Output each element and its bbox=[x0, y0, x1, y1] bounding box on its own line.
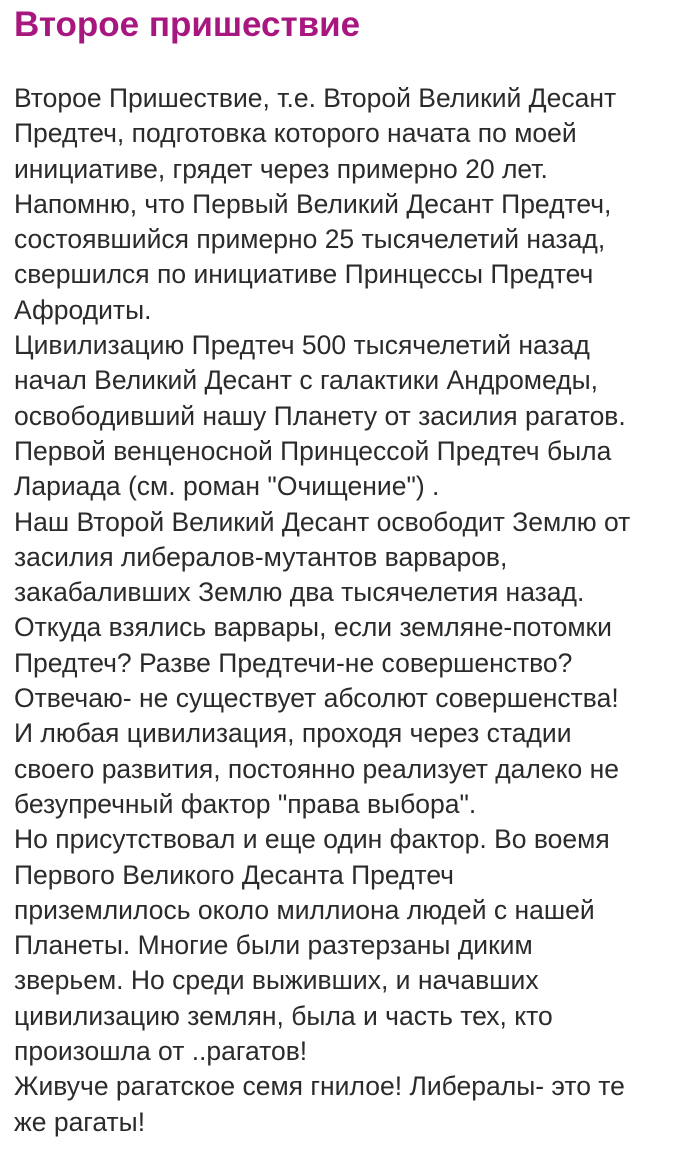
article-line: начал Великий Десант с галактики Андромеды, bbox=[14, 365, 599, 396]
article-line: инициативе, грядет через примерно 20 лет. bbox=[14, 153, 548, 184]
article-line: состоявшийся примерно 25 тысячелетий назад, bbox=[14, 224, 606, 255]
article-line: безупречный фактор "права выбора". bbox=[14, 788, 477, 819]
article-line: зверьем. Но среди выживших, и начавших bbox=[14, 965, 539, 996]
article-line: Напомню, что Первый Великий Десант Предтеч, bbox=[14, 188, 612, 219]
article-line: Предтеч? Разве Предтечи-не совершенство? bbox=[14, 647, 573, 678]
article-line: Предтеч, подготовка которого начата по моей bbox=[14, 118, 577, 149]
article-line: засилия либералов-мутантов варваров, bbox=[14, 541, 508, 572]
article-line: свершился по инициативе Принцессы Предтеч bbox=[14, 259, 594, 290]
article-line: своего развития, постоянно реализует далеко не bbox=[14, 753, 619, 784]
article-line: цивилизацию землян, была и часть тех, кто bbox=[14, 1000, 553, 1031]
article-line: Отвечаю- не существует абсолют совершенства! bbox=[14, 683, 619, 714]
article-line: Планеты. Многие были разтерзаны диким bbox=[14, 930, 533, 961]
article-line: Живуче рагатское семя гнилое! Либералы- это те bbox=[14, 1071, 625, 1102]
article-line: Афродиты. bbox=[14, 294, 152, 325]
article-line: И любая цивилизация, проходя через стадии bbox=[14, 718, 572, 749]
article-line: Но присутствовал и еще один фактор. Во воемя bbox=[14, 824, 610, 855]
article-line: Откуда взялись варвары, если земляне-потомки bbox=[14, 612, 612, 643]
article-body bbox=[14, 81, 700, 1140]
article-line: Первого Великого Десанта Предтеч bbox=[14, 859, 454, 890]
article-title: Второе пришествие bbox=[14, 5, 361, 44]
article-line: Первой венценосной Принцессой Предтеч была bbox=[14, 435, 612, 466]
article-line: закабаливших Землю два тысячелетия назад. bbox=[14, 577, 585, 608]
article-line: Второе Пришествие, т.е. Второй Великий Десант bbox=[14, 83, 617, 113]
article-line: освободивший нашу Планету от засилия рагатов. bbox=[14, 400, 626, 431]
article-line: произошла от ..рагатов! bbox=[14, 1036, 308, 1067]
article-line: Наш Второй Великий Десант освободит Землю от bbox=[14, 506, 631, 537]
article-line: же рагаты! bbox=[14, 1106, 146, 1137]
article-line: Цивилизацию Предтеч 500 тысячелетий назад bbox=[14, 330, 590, 361]
article-line: Лариада (см. роман "Очищение") . bbox=[14, 471, 440, 502]
article-line: приземлилось около миллиона людей с нашей bbox=[14, 894, 595, 925]
